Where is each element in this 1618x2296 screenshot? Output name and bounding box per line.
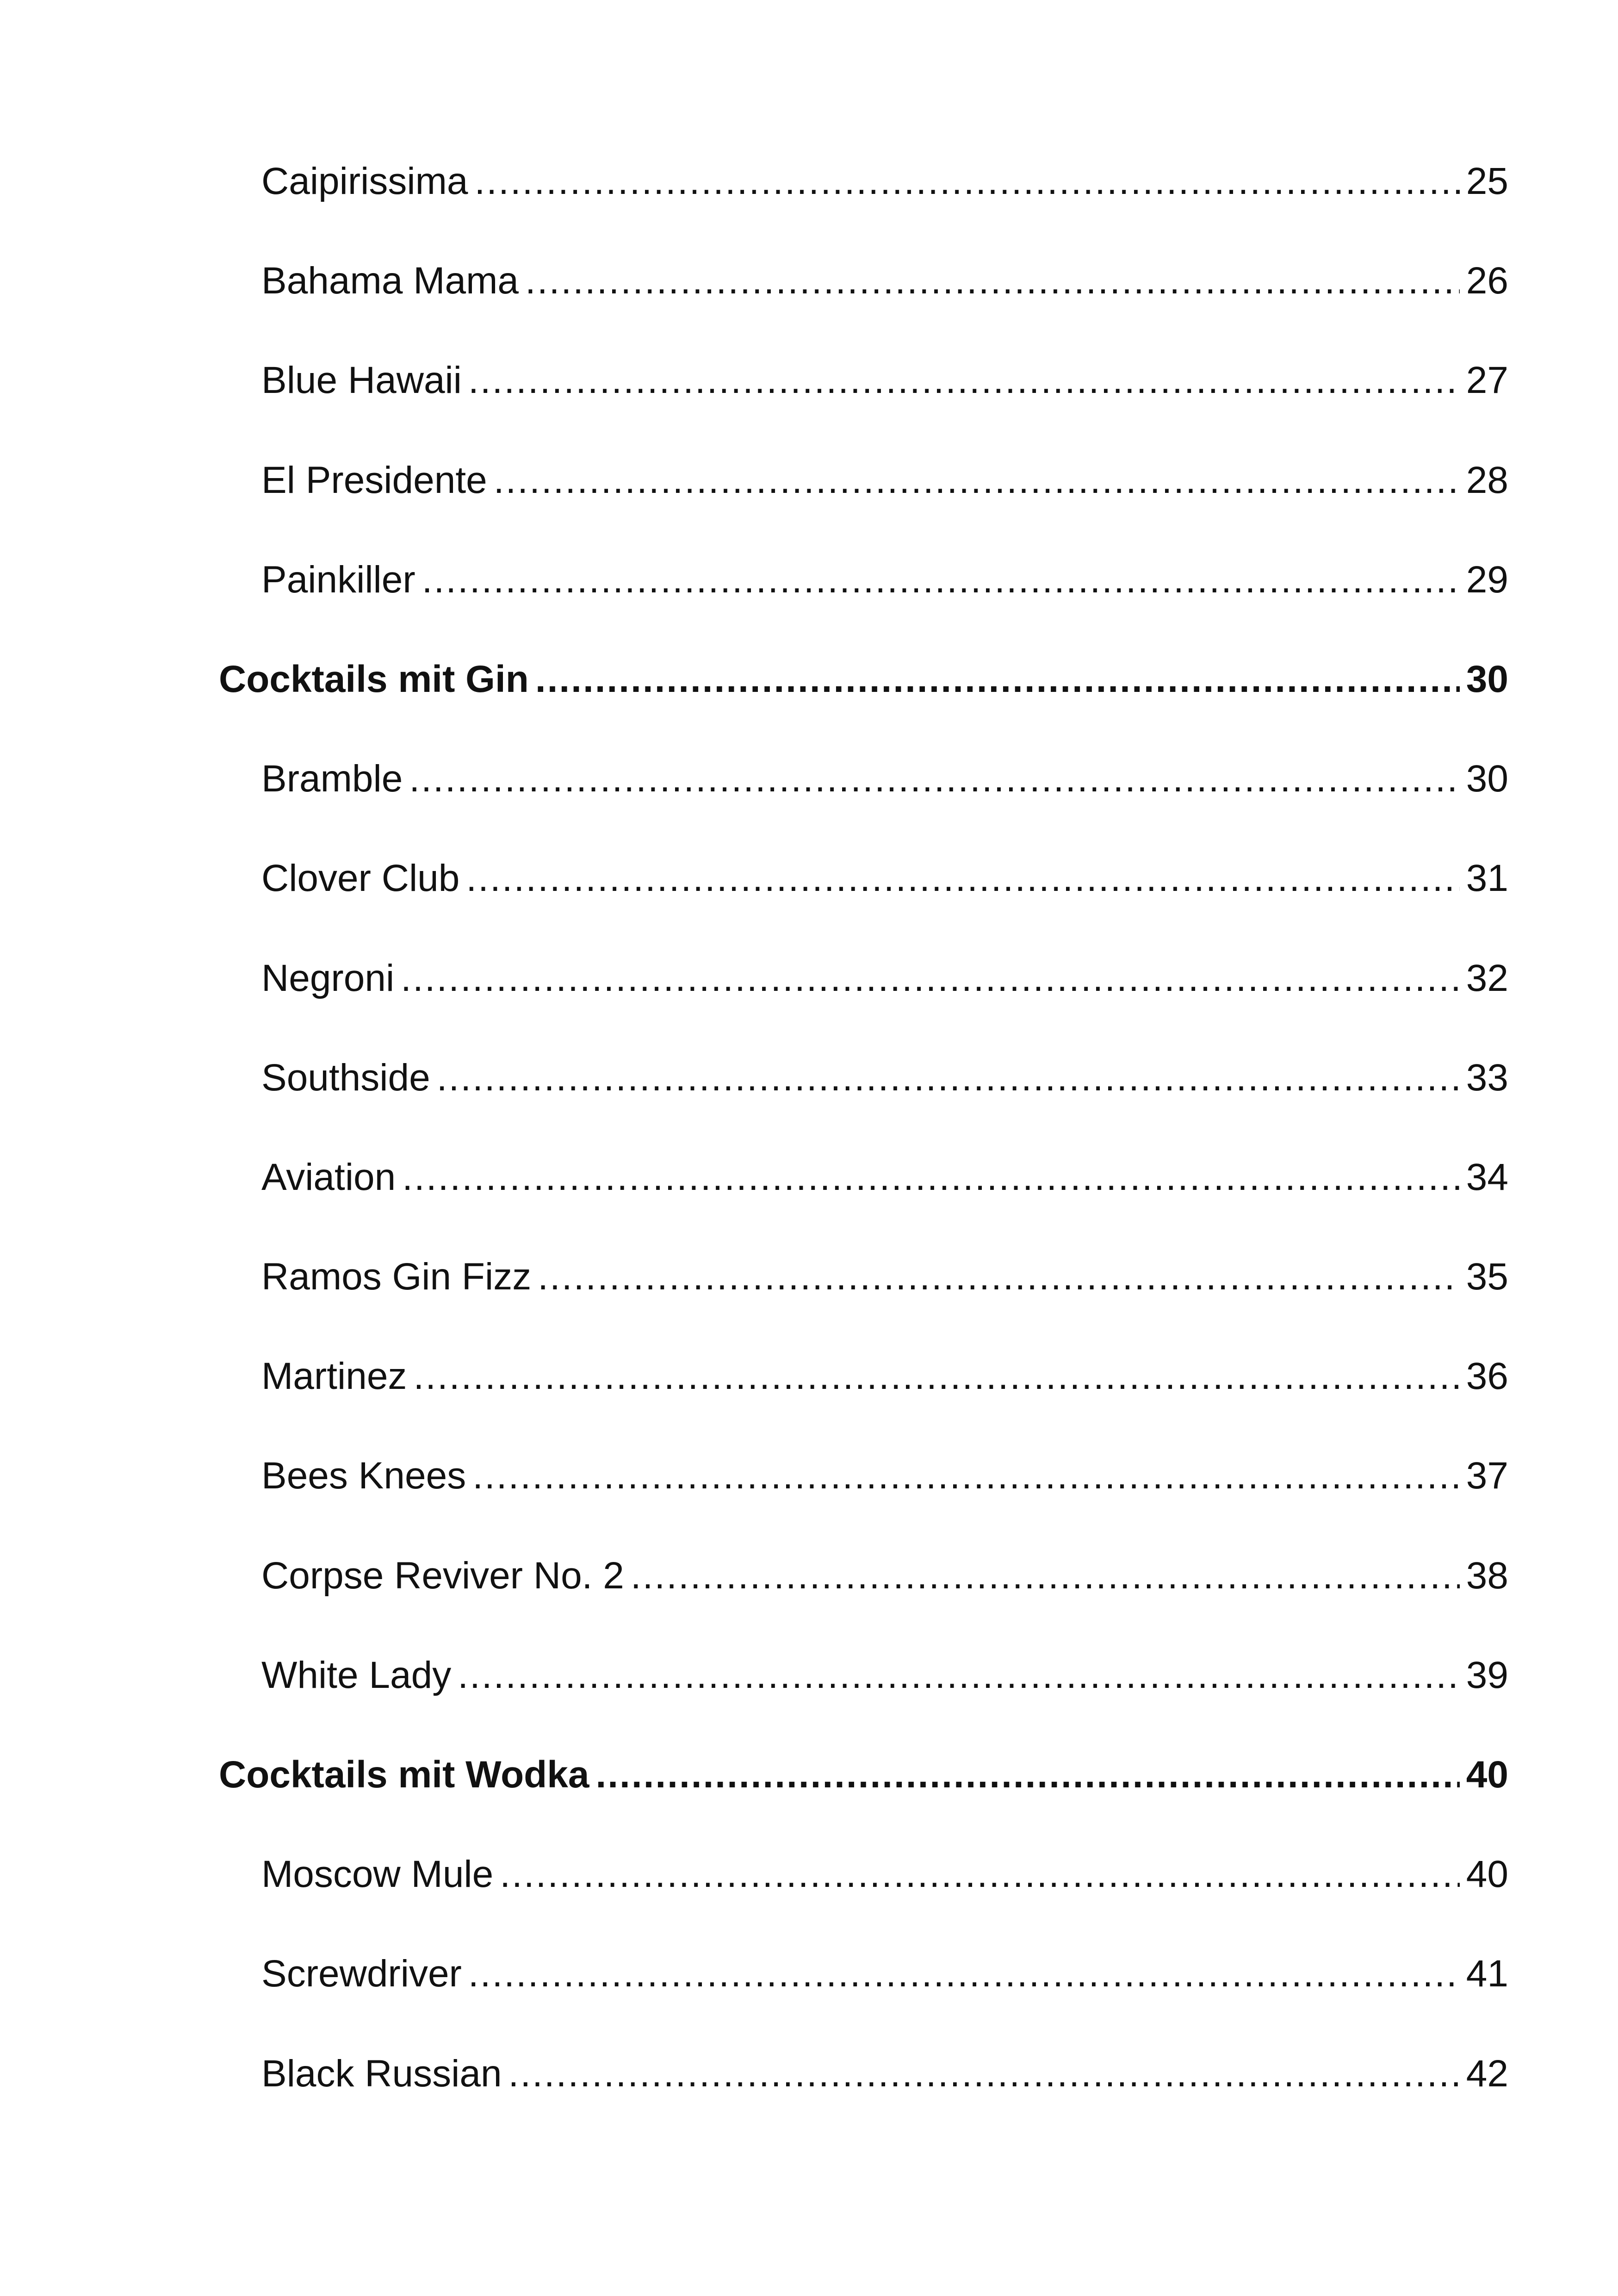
toc-entry-page-number: 36 [1466, 1355, 1508, 1398]
toc-entry-title: Bahama Mama [261, 260, 519, 302]
toc-entry-ramos-gin-fizz[interactable] [219, 1258, 1508, 1357]
toc-entry-page-number: 33 [1466, 1056, 1508, 1099]
toc-entry-moscow-mule[interactable] [219, 1855, 1508, 1955]
toc-entry-page-number: 42 [1466, 2052, 1508, 2095]
dot-leader [494, 461, 1460, 499]
toc-entry-page-number: 31 [1466, 857, 1508, 900]
toc-entry-title: Corpse Reviver No. 2 [261, 1554, 624, 1597]
toc-entry-title: El Presidente [261, 459, 487, 501]
dot-leader [595, 1756, 1459, 1794]
toc-entry-title: Blue Hawaii [261, 359, 462, 402]
toc-entry-title: Martinez [261, 1355, 407, 1398]
toc-entry-clover-club[interactable] [219, 859, 1508, 959]
toc-entry-title: Bramble [261, 758, 403, 800]
toc-entry-title: Clover Club [261, 857, 460, 900]
toc-entry-painkiller[interactable] [219, 558, 1508, 660]
toc-entry-page-number: 30 [1466, 758, 1508, 800]
dot-leader [413, 1357, 1459, 1395]
dot-leader [422, 561, 1460, 599]
toc-entry-page-number: 40 [1466, 1853, 1508, 1896]
toc-entry-corpse-reviver-no-2[interactable] [219, 1554, 1508, 1656]
toc-entry-title: White Lady [261, 1654, 452, 1696]
dot-leader [538, 1258, 1460, 1296]
dot-leader [401, 959, 1460, 997]
dot-leader [631, 1557, 1460, 1595]
toc-entry-aviation[interactable] [219, 1158, 1508, 1258]
dot-leader [402, 1158, 1460, 1196]
toc-entry-title: Southside [261, 1056, 430, 1099]
toc-entry-title: Painkiller [261, 558, 415, 601]
dot-leader [472, 1457, 1460, 1495]
toc-entry-page-number: 32 [1466, 957, 1508, 999]
toc-entry-negroni[interactable] [219, 959, 1508, 1059]
toc-entry-title: Moscow Mule [261, 1853, 494, 1896]
toc-entry-page-number: 25 [1466, 160, 1508, 202]
toc-entry-page-number: 39 [1466, 1654, 1508, 1696]
toc-chapter-cocktails-mit-gin[interactable] [219, 660, 1508, 760]
toc-entry-page-number: 29 [1466, 558, 1508, 601]
dot-leader [475, 162, 1460, 200]
toc-entry-page-number: 28 [1466, 459, 1508, 501]
toc-chapter-cocktails-mit-wodka[interactable] [219, 1756, 1508, 1855]
toc-entry-caipirissima[interactable] [219, 162, 1508, 262]
dot-leader [409, 760, 1459, 798]
toc-entry-el-presidente[interactable] [219, 461, 1508, 561]
toc-entry-blue-hawaii[interactable] [219, 361, 1508, 461]
toc-entry-page-number: 38 [1466, 1554, 1508, 1597]
toc-entry-title: Negroni [261, 957, 395, 999]
toc-entry-martinez[interactable] [219, 1357, 1508, 1457]
toc-entry-title: Aviation [261, 1156, 396, 1198]
toc-entry-black-russian[interactable] [219, 2052, 1508, 2154]
toc-entry-page-number: 35 [1466, 1256, 1508, 1298]
dot-leader [468, 1955, 1460, 1993]
toc-entry-title: Screwdriver [261, 1953, 462, 1995]
toc-entry-bees-knees[interactable] [219, 1457, 1508, 1556]
dot-leader [535, 660, 1460, 698]
toc-entry-page-number: 26 [1466, 260, 1508, 302]
toc-entry-title: Black Russian [261, 2052, 502, 2095]
toc-entry-page-number: 37 [1466, 1455, 1508, 1497]
dot-leader [468, 361, 1460, 399]
toc-chapter-page-number: 30 [1466, 658, 1508, 700]
toc-entry-title: Caipirissima [261, 160, 468, 202]
toc-entry-page-number: 27 [1466, 359, 1508, 402]
toc-entry-bahama-mama[interactable] [219, 262, 1508, 361]
table-of-contents [219, 162, 1508, 2154]
toc-entry-screwdriver[interactable] [219, 1955, 1508, 2054]
toc-chapter-title: Cocktails mit Wodka [219, 1754, 589, 1796]
toc-chapter-page-number: 40 [1466, 1754, 1508, 1796]
dot-leader [458, 1656, 1460, 1694]
toc-entry-bramble[interactable] [219, 760, 1508, 859]
toc-entry-southside[interactable] [219, 1056, 1508, 1158]
toc-entry-white-lady[interactable] [219, 1656, 1508, 1756]
toc-entry-title: Bees Knees [261, 1455, 466, 1497]
toc-entry-title: Ramos Gin Fizz [261, 1256, 532, 1298]
dot-leader [508, 2055, 1460, 2093]
toc-entry-page-number: 34 [1466, 1156, 1508, 1198]
dot-leader [525, 262, 1460, 300]
dot-leader [466, 859, 1459, 897]
toc-chapter-title: Cocktails mit Gin [219, 658, 529, 700]
toc-entry-page-number: 41 [1466, 1953, 1508, 1995]
dot-leader [500, 1855, 1460, 1893]
dot-leader [437, 1059, 1460, 1097]
